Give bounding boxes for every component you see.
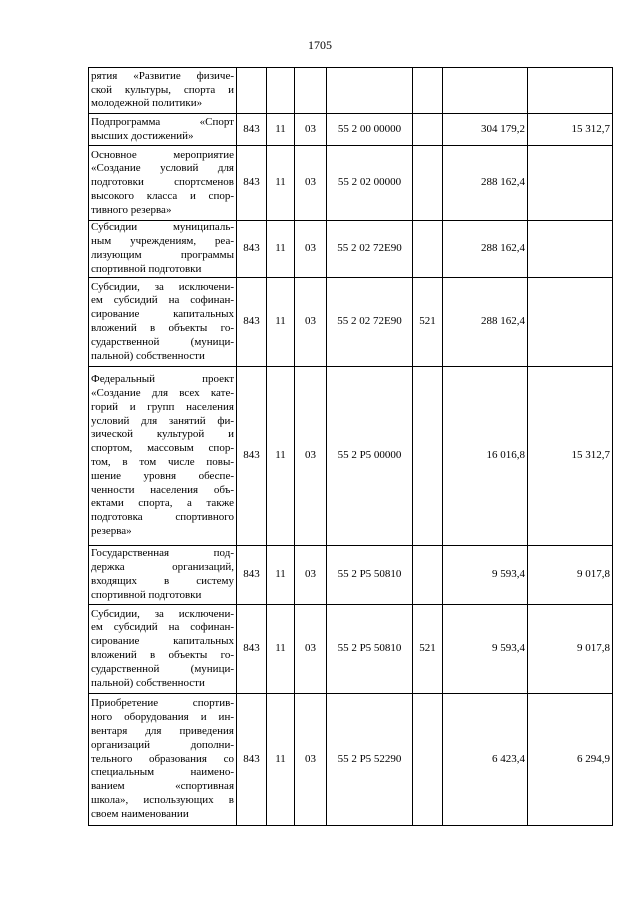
row-name-cell — [89, 367, 237, 546]
expense-type-cell — [413, 694, 443, 826]
budget-table — [88, 67, 613, 826]
row-name-line: Подпрограмма «Спорт — [91, 115, 234, 128]
federal-amount-cell: 15 312,7 — [528, 114, 613, 146]
ministry-code-cell: 843 — [237, 605, 267, 694]
row-name-line: Субсидии, за исключени- — [91, 280, 234, 293]
row-name-line: подготовка спортивного — [91, 511, 234, 524]
federal-amount-cell: 9 017,8 — [528, 546, 613, 605]
row-name-line: входящих в систему — [91, 575, 234, 587]
target-article-cell: 55 2 00 00000 — [327, 114, 413, 146]
row-name-cell — [89, 114, 237, 146]
row-name-line: высших достижений» — [91, 129, 194, 142]
row-name-line: ного оборудования и ин- — [91, 711, 234, 724]
amount-cell: 16 016,8 — [443, 367, 528, 546]
target-article-cell: 55 2 Р5 50810 — [327, 546, 413, 605]
ministry-code-cell — [237, 68, 267, 114]
subsection-code-cell: 03 — [295, 546, 327, 605]
amount-cell: 9 593,4 — [443, 546, 528, 605]
row-name-line: «Создание для всех кате- — [91, 387, 234, 400]
federal-amount-cell: 6 294,9 — [528, 694, 613, 826]
ministry-code-cell: 843 — [237, 367, 267, 546]
federal-amount-cell — [528, 221, 613, 278]
ministry-code-cell: 843 — [237, 694, 267, 826]
target-article-cell: 55 2 Р5 50810 — [327, 605, 413, 694]
target-article-cell: 55 2 Р5 52290 — [327, 694, 413, 826]
table-body — [89, 68, 613, 826]
expense-type-cell — [413, 68, 443, 114]
amount-cell: 6 423,4 — [443, 694, 528, 826]
row-name-line: пальной) собственности — [91, 349, 205, 362]
target-article-cell: 55 2 Р5 00000 — [327, 367, 413, 546]
ministry-code-cell: 843 — [237, 146, 267, 221]
row-name-line: «Создание условий для — [91, 162, 234, 175]
subsection-code-cell — [295, 68, 327, 114]
row-name-line: Федеральный проект — [91, 373, 234, 386]
row-name-line: спортом, массовым спор- — [91, 442, 234, 455]
row-name-line: шение уровня обеспе- — [91, 469, 234, 482]
row-name-line: Государственная под- — [91, 547, 234, 560]
subsection-code-cell: 03 — [295, 278, 327, 367]
table-row — [89, 367, 613, 546]
row-name-line: Приобретение спортив- — [91, 697, 234, 710]
row-name-cell — [89, 546, 237, 605]
amount-cell: 304 179,2 — [443, 114, 528, 146]
row-name-line: спортивной подготовки — [91, 262, 202, 275]
expense-type-cell — [413, 546, 443, 605]
federal-amount-cell — [528, 146, 613, 221]
row-name-line: ванием «спортивная — [91, 780, 234, 793]
table-row — [89, 221, 613, 278]
ministry-code-cell: 843 — [237, 278, 267, 367]
target-article-cell — [327, 68, 413, 114]
ministry-code-cell: 843 — [237, 114, 267, 146]
page-number: 1705 — [308, 38, 332, 52]
expense-type-cell — [413, 146, 443, 221]
row-name-cell — [89, 694, 237, 826]
row-name-line: вентаря для приведения — [91, 725, 234, 737]
row-name-line: спортивной подготовки — [91, 588, 202, 601]
section-code-cell: 11 — [267, 114, 295, 146]
table-row — [89, 605, 613, 694]
subsection-code-cell: 03 — [295, 221, 327, 278]
table-row — [89, 694, 613, 826]
row-name-line: специальным наимено- — [91, 766, 234, 779]
row-name-line: Субсидии муниципаль- — [91, 221, 234, 234]
row-name-line: высокого класса и спор- — [91, 189, 234, 202]
federal-amount-cell: 9 017,8 — [528, 605, 613, 694]
expense-type-cell — [413, 221, 443, 278]
section-code-cell: 11 — [267, 278, 295, 367]
section-code-cell: 11 — [267, 605, 295, 694]
row-name-line: сударственной (муници- — [91, 335, 234, 348]
row-name-line: молодежной политики» — [91, 97, 203, 110]
subsection-code-cell: 03 — [295, 694, 327, 826]
row-name-line: своем наименовании — [91, 807, 189, 820]
section-code-cell — [267, 68, 295, 114]
row-name-line: вложений в объекты го- — [91, 649, 234, 661]
row-name-line: ным учреждениям, реа- — [91, 235, 234, 248]
expense-type-cell — [413, 114, 443, 146]
row-name-line: ем субсидий на софинан- — [91, 294, 234, 307]
row-name-line: ской культуры, спорта и — [91, 83, 234, 96]
table-row — [89, 278, 613, 367]
target-article-cell: 55 2 02 72Е90 — [327, 221, 413, 278]
section-code-cell: 11 — [267, 546, 295, 605]
row-name-line: резерва» — [91, 524, 132, 537]
subsection-code-cell: 03 — [295, 114, 327, 146]
row-name-line: Субсидии, за исключени- — [91, 607, 234, 620]
table-row — [89, 68, 613, 114]
row-name-line: зической культурой и — [91, 428, 234, 441]
row-name-line: ченности населения объ- — [91, 483, 234, 496]
row-name-line: лизующим программы — [91, 249, 234, 261]
row-name-cell — [89, 221, 237, 278]
row-name-line: пальной) собственности — [91, 676, 205, 689]
subsection-code-cell: 03 — [295, 605, 327, 694]
row-name-line: ем субсидий на софинан- — [91, 621, 234, 634]
table-row — [89, 146, 613, 221]
amount-cell: 288 162,4 — [443, 146, 528, 221]
row-name-line: условий для занятий фи- — [91, 414, 234, 427]
table-row — [89, 114, 613, 146]
row-name-cell — [89, 605, 237, 694]
row-name-line: ектами спорта, а также — [91, 497, 234, 510]
amount-cell: 288 162,4 — [443, 278, 528, 367]
section-code-cell: 11 — [267, 367, 295, 546]
row-name-line: сударственной (муници- — [91, 662, 234, 675]
row-name-line: организаций дополни- — [91, 738, 234, 751]
row-name-cell — [89, 68, 237, 114]
row-name-line: Основное мероприятие — [91, 148, 234, 161]
expense-type-cell: 521 — [413, 278, 443, 367]
subsection-code-cell: 03 — [295, 146, 327, 221]
ministry-code-cell: 843 — [237, 221, 267, 278]
amount-cell — [443, 68, 528, 114]
row-name-line: вложений в объекты го- — [91, 322, 234, 334]
row-name-cell — [89, 146, 237, 221]
section-code-cell: 11 — [267, 694, 295, 826]
row-name-cell — [89, 278, 237, 367]
amount-cell: 288 162,4 — [443, 221, 528, 278]
federal-amount-cell — [528, 68, 613, 114]
federal-amount-cell: 15 312,7 — [528, 367, 613, 546]
expense-type-cell: 521 — [413, 605, 443, 694]
table-row — [89, 546, 613, 605]
ministry-code-cell: 843 — [237, 546, 267, 605]
row-name-line: тивного резерва» — [91, 203, 172, 216]
row-name-line: сирование капитальных — [91, 308, 234, 321]
row-name-line: тельного образования со — [91, 752, 234, 765]
row-name-line: держка организаций, — [91, 561, 234, 574]
row-name-line: горий и групп населения — [91, 400, 234, 413]
row-name-line: рятия «Развитие физиче- — [91, 69, 234, 82]
subsection-code-cell: 03 — [295, 367, 327, 546]
federal-amount-cell — [528, 278, 613, 367]
row-name-line: том, в том числе повы- — [91, 456, 234, 468]
target-article-cell: 55 2 02 00000 — [327, 146, 413, 221]
row-name-line: школа», использующих в — [91, 793, 234, 806]
amount-cell: 9 593,4 — [443, 605, 528, 694]
section-code-cell: 11 — [267, 146, 295, 221]
target-article-cell: 55 2 02 72Е90 — [327, 278, 413, 367]
row-name-line: сирование капитальных — [91, 635, 234, 648]
expense-type-cell — [413, 367, 443, 546]
row-name-line: подготовки спортсменов — [91, 176, 234, 189]
section-code-cell: 11 — [267, 221, 295, 278]
